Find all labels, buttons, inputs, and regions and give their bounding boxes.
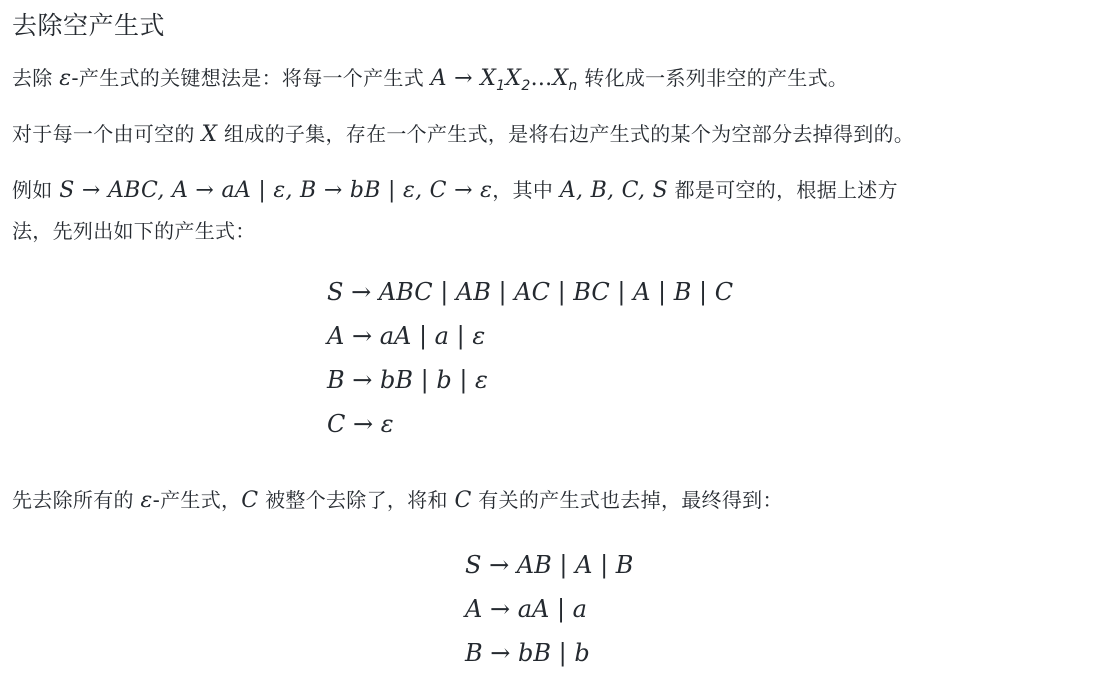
production-line: S → ABC | AB | AC | BC | A | B | C (327, 278, 734, 306)
production-line: A → aA | a (465, 595, 587, 623)
production-line: S → AB | A | B (465, 551, 634, 579)
subscript: 1 (496, 78, 506, 94)
inline-formula: S → ABC, A → aA | ε, B → bB | ε, C → ε (59, 178, 493, 203)
arrow-symbol: → (446, 66, 481, 91)
text: 组成的子集，存在一个产生式，是将右边产生式的某个为空部分去掉得到的。 (217, 122, 915, 146)
text: 转化成一系列非空的产生式。 (577, 66, 849, 90)
paragraph-subset (12, 114, 1087, 155)
text: 去除 (12, 66, 60, 90)
math-var: C (241, 488, 259, 513)
math-vars: A, B, C, S (559, 178, 668, 203)
production-line: B → bB | b | ε (327, 366, 488, 394)
ellipsis: ... (530, 66, 553, 91)
text: 先去除所有的 (12, 488, 141, 512)
paragraph-example (12, 170, 1087, 251)
math-var: C (454, 488, 472, 513)
paragraph-remove-epsilon (12, 480, 1087, 521)
math-var: X (505, 66, 522, 91)
text: 有关的产生式也去掉，最终得到： (471, 488, 783, 512)
production-line: C → ε (327, 410, 394, 438)
text: -产生式， (152, 488, 242, 512)
text: 被整个去除了，将和 (258, 488, 455, 512)
math-var: X (552, 66, 569, 91)
text: 都是可空的，根据上述方 (667, 178, 898, 202)
text: 法，先列出如下的产生式： (12, 219, 256, 243)
text: ，其中 (492, 178, 560, 202)
text: 对于每一个由可空的 (12, 122, 202, 146)
epsilon-symbol: ε (140, 488, 153, 513)
paragraph-key-idea (12, 58, 1087, 106)
math-var: X (480, 66, 497, 91)
section-heading: 去除空产生式 (12, 11, 166, 40)
production-line: A → aA | a | ε (327, 322, 486, 350)
math-var: X (201, 122, 218, 147)
text: 例如 (12, 178, 60, 202)
subscript: 2 (521, 78, 531, 94)
production-block-final (465, 543, 633, 675)
production-block-initial (327, 270, 733, 446)
production-line: B → bB | b (465, 639, 590, 667)
text: -产生式的关键想法是：将每一个产生式 (71, 66, 431, 90)
math-var: A (430, 66, 447, 91)
subscript: n (568, 78, 578, 94)
epsilon-symbol: ε (59, 66, 72, 91)
